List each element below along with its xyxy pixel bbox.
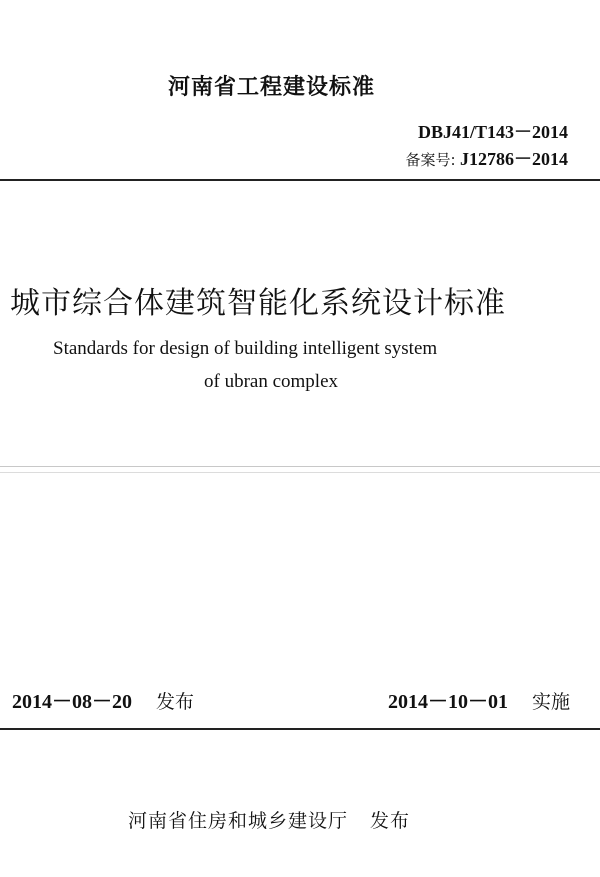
document-title-chinese: 城市综合体建筑智能化系统设计标准 (10, 286, 506, 321)
issuing-authority (128, 806, 410, 833)
faint-divider (0, 466, 600, 467)
top-divider (0, 179, 600, 181)
effective-date-block (388, 685, 570, 714)
standard-series-title: 河南省工程建设标准 (168, 75, 376, 100)
publish-date-block (12, 685, 194, 714)
document-title-english-line2: of ubran complex (204, 371, 339, 392)
effective-date: 2014－10－01 (387, 691, 508, 713)
record-number-value: J12786－2014 (460, 149, 568, 169)
issuer-name: 河南省住房和城乡建设厅 (128, 810, 349, 832)
record-number-label: 备案号: (405, 151, 456, 169)
bottom-divider (0, 728, 600, 730)
issuer-action: 发布 (370, 810, 411, 832)
publish-label: 发布 (156, 691, 195, 713)
record-number (405, 145, 568, 171)
document-title-english-line1: Standards for design of building intelligent system (53, 338, 438, 359)
effective-label: 实施 (531, 691, 570, 713)
publish-date: 2014－08－20 (12, 691, 132, 713)
faint-divider-secondary (0, 472, 600, 473)
standard-code: DBJ41/T143－2014 (417, 122, 568, 142)
